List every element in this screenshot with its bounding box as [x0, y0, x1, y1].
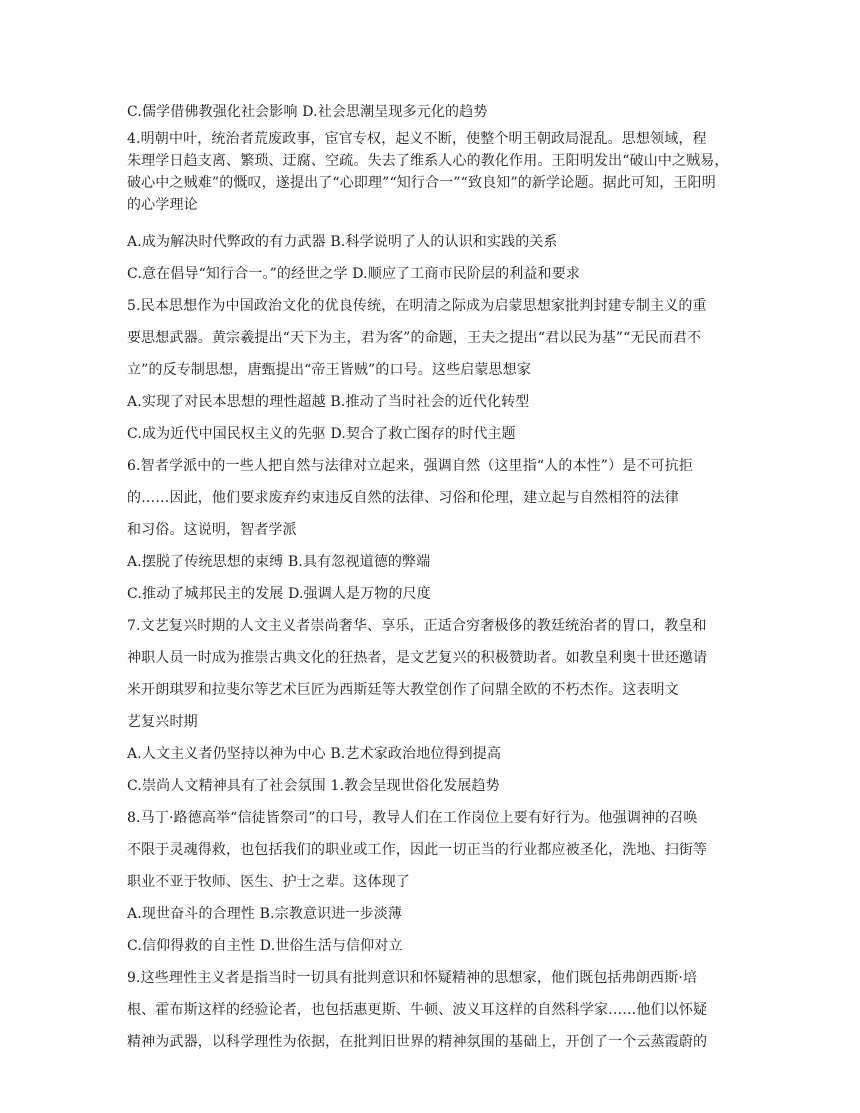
text-line-q9-stem-3: 精神为武器，以科学理性为依据，在批判旧世界的精神氛围的基础上，开创了一个云蒸霞蔚的	[127, 1034, 708, 1050]
text-line-q4-option-c-d: C.意在倡导“知行合一。”的经世之学 D.顺应了工商市民阶层的利益和要求	[127, 266, 581, 282]
text-line-q9-stem-2: 根、霍布斯这样的经验论者，也包括惠更斯、牛顿、波义耳这样的自然科学家……他们以怀疑	[127, 1002, 708, 1018]
text-line-q5-stem-3: 立”的反专制思想，唐甄提出“帝王皆贼”的口号。这些启蒙思想家	[127, 362, 531, 378]
text-line-q8-stem-1: 8.马丁·路德高举“信徒皆祭司”的口号，教导人们在工作岗位上要有好行为。他强调神的召唤	[127, 810, 698, 826]
text-line-q5-option-a-b: A.实现了对民本思想的理性超越 B.推动了当时社会的近代化转型	[127, 394, 530, 410]
text-line-q4-stem-4: 的心学理论	[127, 197, 198, 213]
text-line-q6-stem-1: 6.智者学派中的一些人把自然与法律对立起来，强调自然（这里指“人的本性”）是不可抗拒	[127, 458, 693, 474]
text-line-q6-stem-3: 和习俗。这说明，智者学派	[127, 522, 297, 538]
text-line-q4-stem-3: 破心中之贼难”的慨叹，遂提出了“心即理”“知行合一”“致良知”的新学论题。据此可知，王阳明	[127, 175, 716, 191]
text-line-q4-stem-2: 朱理学日趋支离、繁琐、迂腐、空疏。失去了维系人心的教化作用。王阳明发出“破山中之贼易，	[127, 153, 729, 169]
text-line-q7-stem-3: 米开朗琪罗和拉斐尔等艺术巨匠为西斯廷等大教堂创作了问鼎全欧的不朽杰作。这表明文	[127, 682, 679, 698]
text-line-q7-option-c-d: C.崇尚人文精神具有了社会氛围 1.教会呈现世俗化发展趋势	[127, 778, 500, 794]
text-line-q5-stem-2: 要思想武器。黄宗羲提出“天下为主，君为客”的命题，王夫之提出“君以民为基”“无民而君不	[127, 330, 702, 346]
document-page	[127, 96, 733, 1058]
text-line-q6-stem-2: 的……因此，他们要求废弃约束违反自然的法律、习俗和伦理，建立起与自然相符的法律	[127, 490, 679, 506]
text-line-q3-option-c-d: C.儒学借佛教强化社会影响 D.社会思潮呈现多元化的趋势	[127, 104, 488, 120]
text-line-q7-option-a-b: A.人文主义者仍坚持以神为中心 B.艺术家政治地位得到提高	[127, 746, 502, 762]
text-line-q6-option-a-b: A.摆脱了传统思想的束缚 B.具有忽视道德的弊端	[127, 554, 431, 570]
text-line-q5-option-c-d: C.成为近代中国民权主义的先驱 D.契合了救亡图存的时代主题	[127, 426, 516, 442]
text-line-q8-option-a-b: A.现世奋斗的合理性 B.宗教意识进一步淡薄	[127, 906, 403, 922]
text-line-q7-stem-4: 艺复兴时期	[127, 714, 198, 730]
text-line-q4-option-a-b: A.成为解决时代弊政的有力武器 B.科学说明了人的认识和实践的关系	[127, 234, 558, 250]
text-line-q4-stem-1: 4.明朝中叶，统治者荒废政事，宦官专权，起义不断，使整个明王朝政局混乱。思想领域，程	[127, 131, 707, 147]
text-line-q9-stem-1: 9.这些理性主义者是指当时一切具有批判意识和怀疑精神的思想家，他们既包括弗朗西斯·培	[127, 970, 698, 986]
text-line-q5-stem-1: 5.民本思想作为中国政治文化的优良传统，在明清之际成为启蒙思想家批判封建专制主义的重	[127, 298, 707, 314]
text-line-q7-stem-2: 神职人员一时成为推崇古典文化的狂热者，是文艺复兴的积极赞助者。如教皇利奥十世还邀请	[127, 650, 708, 666]
text-line-q7-stem-1: 7.文艺复兴时期的人文主义者崇尚奢华、享乐，正适合穷奢极侈的教廷统治者的胃口，教皇和	[127, 618, 707, 634]
text-line-q8-option-c-d: C.信仰得救的自主性 D.世俗生活与信仰对立	[127, 938, 403, 954]
text-line-q8-stem-2: 不限于灵魂得救，也包括我们的职业或工作，因此一切正当的行业都应被圣化，洗地、扫街等	[127, 842, 708, 858]
text-line-q6-option-c-d: C.推动了城邦民主的发展 D.强调人是万物的尺度	[127, 586, 431, 602]
text-line-q8-stem-3: 职业不亚于牧师、医生、护士之辈。这体现了	[127, 874, 410, 890]
